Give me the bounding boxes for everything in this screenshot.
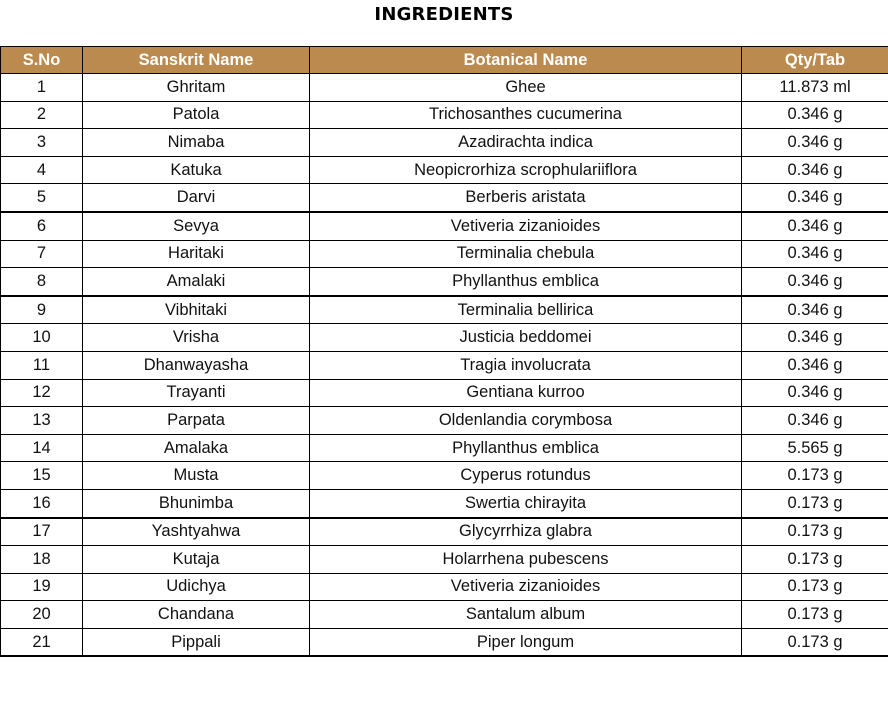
sanskrit-name-cell: Vrisha <box>83 324 310 352</box>
sno-cell: 12 <box>1 379 83 407</box>
botanical-name-cell: Terminalia chebula <box>310 240 742 268</box>
qty-cell: 0.173 g <box>742 573 888 601</box>
qty-cell: 0.346 g <box>742 240 888 268</box>
column-header-sno: S.No <box>1 47 83 74</box>
ingredients-table <box>0 46 888 657</box>
sanskrit-name-cell: Udichya <box>83 573 310 601</box>
table-row <box>1 129 888 157</box>
sanskrit-name-cell: Patola <box>83 101 310 129</box>
table-row <box>1 268 888 296</box>
sanskrit-name-cell: Musta <box>83 462 310 490</box>
qty-cell: 0.173 g <box>742 628 888 656</box>
botanical-name-cell: Neopicrorhiza scrophulariiflora <box>310 156 742 184</box>
botanical-name-cell: Justicia beddomei <box>310 324 742 352</box>
table-row <box>1 628 888 656</box>
sno-cell: 2 <box>1 101 83 129</box>
sno-cell: 11 <box>1 351 83 379</box>
sanskrit-name-cell: Chandana <box>83 601 310 629</box>
table-row <box>1 407 888 435</box>
sno-cell: 20 <box>1 601 83 629</box>
sno-cell: 13 <box>1 407 83 435</box>
botanical-name-cell: Berberis aristata <box>310 184 742 212</box>
table-row <box>1 489 888 517</box>
botanical-name-cell: Swertia chirayita <box>310 489 742 517</box>
qty-cell: 0.173 g <box>742 546 888 574</box>
qty-cell: 0.173 g <box>742 462 888 490</box>
botanical-name-cell: Trichosanthes cucumerina <box>310 101 742 129</box>
sno-cell: 3 <box>1 129 83 157</box>
botanical-name-cell: Santalum album <box>310 601 742 629</box>
qty-cell: 0.346 g <box>742 379 888 407</box>
table-row <box>1 379 888 407</box>
sanskrit-name-cell: Parpata <box>83 407 310 435</box>
sno-cell: 8 <box>1 268 83 296</box>
qty-cell: 0.346 g <box>742 101 888 129</box>
sanskrit-name-cell: Sevya <box>83 212 310 240</box>
sno-cell: 14 <box>1 434 83 462</box>
botanical-name-cell: Azadirachta indica <box>310 129 742 157</box>
sno-cell: 6 <box>1 212 83 240</box>
table-body <box>1 74 888 657</box>
table-row <box>1 546 888 574</box>
table-row <box>1 240 888 268</box>
sanskrit-name-cell: Nimaba <box>83 129 310 157</box>
qty-cell: 0.173 g <box>742 601 888 629</box>
sno-cell: 21 <box>1 628 83 656</box>
sno-cell: 9 <box>1 296 83 324</box>
page-title: INGREDIENTS <box>374 4 514 25</box>
table-row <box>1 212 888 240</box>
table-row <box>1 101 888 129</box>
botanical-name-cell: Ghee <box>310 74 742 102</box>
table-row <box>1 184 888 212</box>
table-row <box>1 296 888 324</box>
qty-cell: 0.346 g <box>742 351 888 379</box>
qty-cell: 0.346 g <box>742 129 888 157</box>
sanskrit-name-cell: Katuka <box>83 156 310 184</box>
sanskrit-name-cell: Amalaka <box>83 434 310 462</box>
sno-cell: 19 <box>1 573 83 601</box>
sno-cell: 18 <box>1 546 83 574</box>
sno-cell: 10 <box>1 324 83 352</box>
sanskrit-name-cell: Kutaja <box>83 546 310 574</box>
botanical-name-cell: Terminalia bellirica <box>310 296 742 324</box>
sanskrit-name-cell: Amalaki <box>83 268 310 296</box>
sno-cell: 7 <box>1 240 83 268</box>
sno-cell: 1 <box>1 74 83 102</box>
sanskrit-name-cell: Vibhitaki <box>83 296 310 324</box>
botanical-name-cell: Cyperus rotundus <box>310 462 742 490</box>
column-header-sanskrit-name: Sanskrit Name <box>83 47 310 74</box>
botanical-name-cell: Tragia involucrata <box>310 351 742 379</box>
qty-cell: 0.346 g <box>742 184 888 212</box>
sanskrit-name-cell: Trayanti <box>83 379 310 407</box>
table-header <box>1 47 888 74</box>
qty-cell: 0.346 g <box>742 296 888 324</box>
table-row <box>1 573 888 601</box>
botanical-name-cell: Glycyrrhiza glabra <box>310 518 742 546</box>
botanical-name-cell: Phyllanthus emblica <box>310 268 742 296</box>
qty-cell: 0.173 g <box>742 489 888 517</box>
table-row <box>1 518 888 546</box>
column-header-qty-tab: Qty/Tab <box>742 47 888 74</box>
table-row <box>1 462 888 490</box>
botanical-name-cell: Phyllanthus emblica <box>310 434 742 462</box>
qty-cell: 0.346 g <box>742 156 888 184</box>
qty-cell: 11.873 ml <box>742 74 888 102</box>
botanical-name-cell: Vetiveria zizanioides <box>310 573 742 601</box>
table-row <box>1 156 888 184</box>
table-row <box>1 434 888 462</box>
qty-cell: 0.346 g <box>742 212 888 240</box>
qty-cell: 0.346 g <box>742 407 888 435</box>
botanical-name-cell: Vetiveria zizanioides <box>310 212 742 240</box>
sanskrit-name-cell: Yashtyahwa <box>83 518 310 546</box>
qty-cell: 0.173 g <box>742 518 888 546</box>
qty-cell: 0.346 g <box>742 268 888 296</box>
botanical-name-cell: Gentiana kurroo <box>310 379 742 407</box>
botanical-name-cell: Oldenlandia corymbosa <box>310 407 742 435</box>
header-row <box>1 47 888 74</box>
sanskrit-name-cell: Haritaki <box>83 240 310 268</box>
table-row <box>1 74 888 102</box>
table-row <box>1 324 888 352</box>
sno-cell: 5 <box>1 184 83 212</box>
sanskrit-name-cell: Darvi <box>83 184 310 212</box>
sno-cell: 15 <box>1 462 83 490</box>
botanical-name-cell: Holarrhena pubescens <box>310 546 742 574</box>
sanskrit-name-cell: Pippali <box>83 628 310 656</box>
sno-cell: 17 <box>1 518 83 546</box>
qty-cell: 5.565 g <box>742 434 888 462</box>
table-row <box>1 351 888 379</box>
qty-cell: 0.346 g <box>742 324 888 352</box>
sanskrit-name-cell: Bhunimba <box>83 489 310 517</box>
sno-cell: 4 <box>1 156 83 184</box>
column-header-botanical-name: Botanical Name <box>310 47 742 74</box>
sanskrit-name-cell: Ghritam <box>83 74 310 102</box>
table-row <box>1 601 888 629</box>
sno-cell: 16 <box>1 489 83 517</box>
sanskrit-name-cell: Dhanwayasha <box>83 351 310 379</box>
botanical-name-cell: Piper longum <box>310 628 742 656</box>
